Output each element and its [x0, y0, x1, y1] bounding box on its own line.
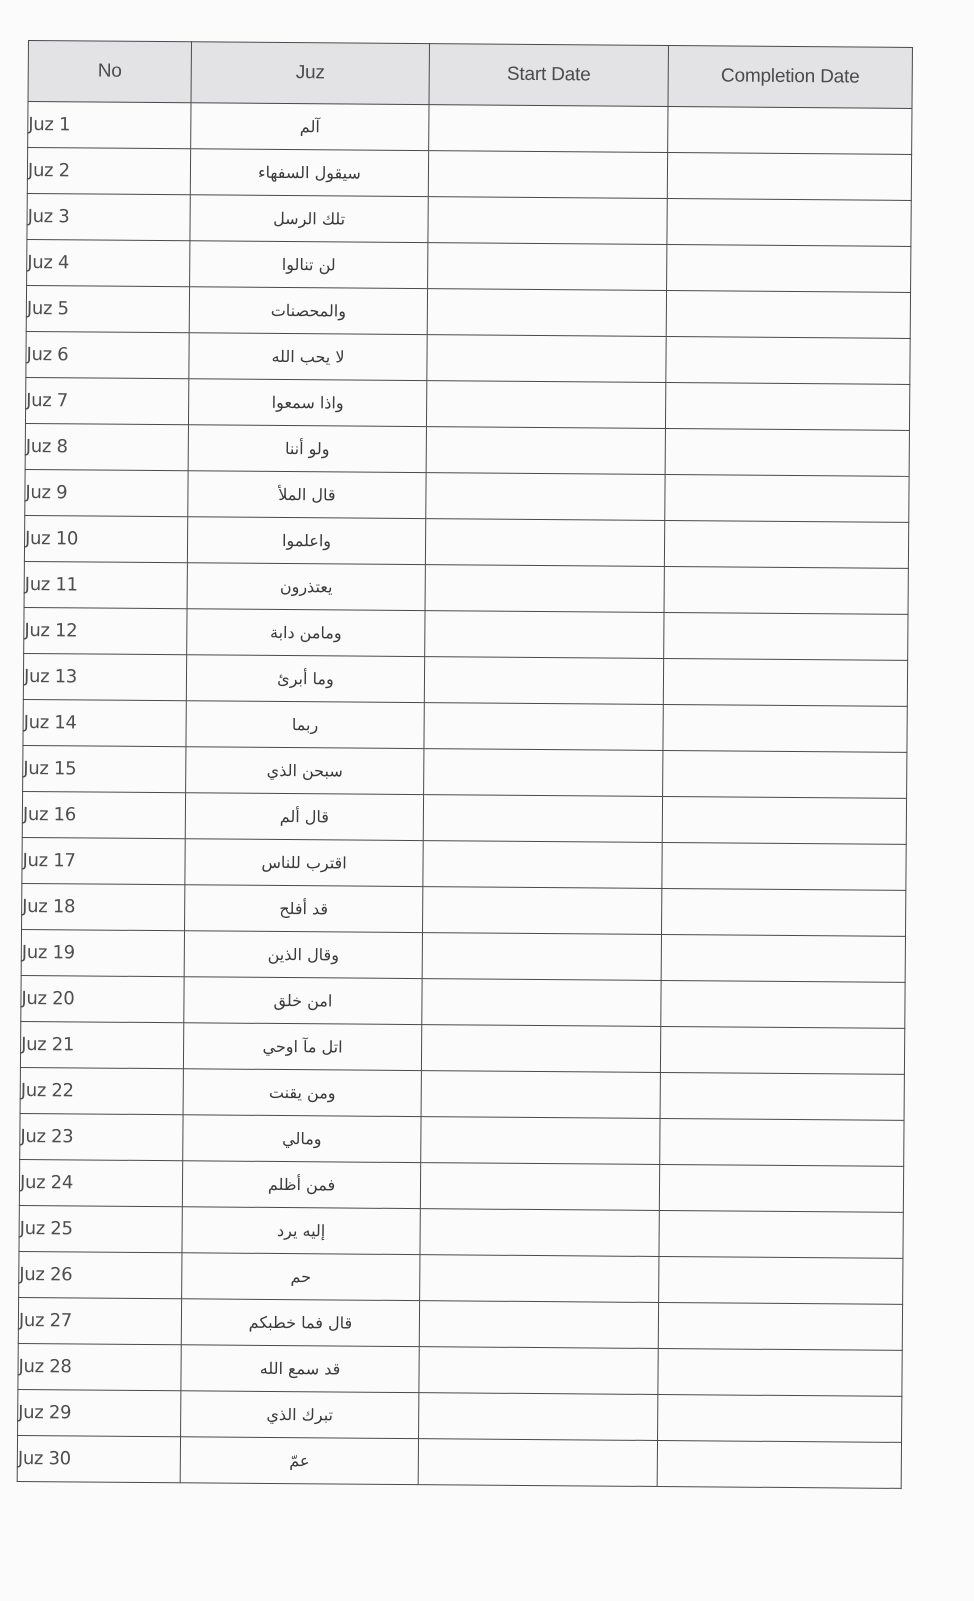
juz-name-cell: تلك الرسل [190, 195, 428, 243]
juz-number-cell: Juz 28 [18, 1343, 181, 1390]
juz-name-cell: لا يحب الله [189, 333, 427, 381]
completion-date-cell[interactable] [663, 659, 907, 707]
juz-name-cell: قد سمع الله [181, 1345, 419, 1393]
juz-name-cell: قال ألم [185, 793, 423, 841]
juz-number-cell: Juz 20 [21, 975, 184, 1022]
table-row [25, 469, 909, 522]
juz-number-cell: Juz 19 [21, 929, 184, 976]
start-date-cell[interactable] [421, 1117, 660, 1165]
table-row [22, 791, 906, 844]
juz-name-cell: تبرك الذي [181, 1391, 419, 1439]
table-row [24, 607, 908, 660]
start-date-cell[interactable] [419, 1393, 658, 1441]
juz-name-cell: ومن يقنت [183, 1069, 421, 1117]
completion-date-cell[interactable] [660, 1027, 904, 1075]
completion-date-cell[interactable] [657, 1440, 901, 1488]
completion-date-cell[interactable] [664, 521, 908, 569]
juz-number-cell: Juz 12 [24, 607, 187, 654]
juz-number-cell: Juz 3 [27, 193, 190, 240]
completion-date-cell[interactable] [663, 705, 907, 753]
completion-date-cell[interactable] [660, 1072, 904, 1120]
start-date-cell[interactable] [425, 611, 664, 659]
juz-tracker-table [17, 40, 913, 1489]
completion-date-cell[interactable] [661, 889, 905, 937]
juz-name-cell: ومامن دابة [187, 609, 425, 657]
table-row [27, 148, 911, 201]
juz-name-cell: والمحصنات [189, 287, 427, 335]
juz-number-cell: Juz 15 [23, 745, 186, 792]
table-row [26, 331, 910, 384]
juz-name-cell: امن خلق [184, 977, 422, 1025]
completion-date-cell[interactable] [664, 613, 908, 661]
juz-name-cell: يعتذرون [187, 563, 425, 611]
juz-number-cell: Juz 26 [19, 1251, 182, 1298]
juz-number-cell: Juz 21 [20, 1021, 183, 1068]
start-date-cell[interactable] [418, 1439, 657, 1487]
completion-date-cell[interactable] [662, 843, 906, 891]
table-row [25, 423, 909, 476]
table-row [25, 377, 909, 430]
completion-date-cell[interactable] [658, 1348, 902, 1396]
header-row [28, 41, 912, 109]
juz-name-cell: قال الملأ [188, 471, 426, 519]
table-row [18, 1297, 902, 1350]
juz-number-cell: Juz 23 [20, 1113, 183, 1160]
start-date-cell[interactable] [423, 841, 662, 889]
juz-number-cell: Juz 16 [22, 791, 185, 838]
juz-number-cell: Juz 18 [22, 883, 185, 930]
table-row [18, 1389, 902, 1442]
juz-name-cell: وما أبرئ [186, 655, 424, 703]
start-date-cell[interactable] [423, 795, 662, 843]
completion-date-cell[interactable] [661, 935, 905, 983]
juz-number-cell: Juz 2 [27, 148, 190, 195]
completion-date-cell[interactable] [659, 1256, 903, 1304]
start-date-cell[interactable] [419, 1347, 658, 1395]
juz-name-cell: قال فما خطبكم [181, 1299, 419, 1347]
juz-name-cell: ربما [186, 701, 424, 749]
completion-date-cell[interactable] [663, 751, 907, 799]
juz-name-cell: سيقول السفهاء [190, 149, 428, 197]
juz-name-cell: قد أفلح [185, 885, 423, 933]
completion-date-cell[interactable] [667, 153, 911, 201]
start-date-cell[interactable] [428, 243, 667, 291]
header-start-date: Start Date [429, 44, 668, 107]
juz-number-cell: Juz 11 [24, 561, 187, 608]
start-date-cell[interactable] [420, 1255, 659, 1303]
table-row [21, 975, 905, 1028]
juz-name-cell: واعلموا [187, 517, 425, 565]
table-row [23, 653, 907, 706]
start-date-cell[interactable] [428, 197, 667, 245]
completion-date-cell[interactable] [659, 1164, 903, 1212]
completion-date-cell[interactable] [664, 567, 908, 615]
juz-number-cell: Juz 5 [26, 285, 189, 332]
juz-name-cell: اقترب للناس [185, 839, 423, 887]
start-date-cell[interactable] [422, 979, 661, 1027]
start-date-cell[interactable] [420, 1209, 659, 1257]
table-row [20, 1021, 904, 1074]
completion-date-cell[interactable] [658, 1394, 902, 1442]
completion-date-cell[interactable] [660, 1118, 904, 1166]
table-row [17, 1435, 901, 1488]
header-completion-date: Completion Date [668, 46, 912, 109]
table-header [28, 41, 912, 109]
juz-name-cell: ومالي [183, 1115, 421, 1163]
start-date-cell[interactable] [420, 1163, 659, 1211]
start-date-cell[interactable] [419, 1301, 658, 1349]
juz-name-cell: سبحن الذي [186, 747, 424, 795]
juz-name-cell: وقال الذين [184, 931, 422, 979]
table-row [20, 1067, 904, 1120]
table-row [26, 285, 910, 338]
start-date-cell[interactable] [421, 1025, 660, 1073]
juz-name-cell: عمّ [180, 1437, 418, 1485]
table-row [28, 102, 912, 155]
completion-date-cell[interactable] [662, 797, 906, 845]
header-juz: Juz [191, 42, 429, 105]
juz-number-cell: Juz 1 [28, 102, 191, 149]
table-row [22, 883, 906, 936]
juz-name-cell: واذا سمعوا [188, 379, 426, 427]
start-date-cell[interactable] [424, 749, 663, 797]
start-date-cell[interactable] [423, 887, 662, 935]
start-date-cell[interactable] [425, 565, 664, 613]
start-date-cell[interactable] [424, 703, 663, 751]
table-row [27, 239, 911, 292]
start-date-cell[interactable] [429, 105, 668, 153]
start-date-cell[interactable] [427, 289, 666, 337]
completion-date-cell[interactable] [667, 245, 911, 293]
table-row [18, 1343, 902, 1396]
juz-name-cell: آلم [191, 103, 429, 151]
juz-name-cell: فمن أظلم [182, 1161, 420, 1209]
juz-name-cell: إليه يرد [182, 1207, 420, 1255]
start-date-cell[interactable] [426, 427, 665, 475]
juz-number-cell: Juz 24 [19, 1159, 182, 1206]
completion-date-cell[interactable] [666, 337, 910, 385]
juz-number-cell: Juz 25 [19, 1205, 182, 1252]
table-row [20, 1113, 904, 1166]
juz-number-cell: Juz 27 [18, 1297, 181, 1344]
start-date-cell[interactable] [421, 1071, 660, 1119]
juz-name-cell: حم [182, 1253, 420, 1301]
juz-number-cell: Juz 17 [22, 837, 185, 884]
juz-number-cell: Juz 30 [17, 1435, 180, 1482]
juz-number-cell: Juz 4 [27, 239, 190, 286]
completion-date-cell[interactable] [667, 199, 911, 247]
completion-date-cell[interactable] [661, 981, 905, 1029]
juz-name-cell: ولو أننا [188, 425, 426, 473]
table-row [24, 561, 908, 614]
juz-number-cell: Juz 8 [25, 423, 188, 470]
start-date-cell[interactable] [427, 335, 666, 383]
completion-date-cell[interactable] [659, 1210, 903, 1258]
completion-date-cell[interactable] [666, 291, 910, 339]
juz-number-cell: Juz 6 [26, 331, 189, 378]
completion-date-cell[interactable] [658, 1302, 902, 1350]
juz-number-cell: Juz 7 [25, 377, 188, 424]
juz-number-cell: Juz 9 [25, 469, 188, 516]
table-row [22, 837, 906, 890]
table-row [19, 1205, 903, 1258]
table-row [19, 1251, 903, 1304]
table-row [21, 929, 905, 982]
start-date-cell[interactable] [425, 519, 664, 567]
table-row [19, 1159, 903, 1212]
completion-date-cell[interactable] [665, 475, 909, 523]
start-date-cell[interactable] [428, 151, 667, 199]
start-date-cell[interactable] [424, 657, 663, 705]
start-date-cell[interactable] [426, 473, 665, 521]
juz-number-cell: Juz 13 [23, 653, 186, 700]
completion-date-cell[interactable] [668, 107, 912, 155]
table-row [23, 745, 907, 798]
juz-number-cell: Juz 22 [20, 1067, 183, 1114]
table-body [17, 102, 912, 1489]
juz-number-cell: Juz 14 [23, 699, 186, 746]
juz-number-cell: Juz 29 [18, 1389, 181, 1436]
juz-name-cell: اتل مآ اوحي [183, 1023, 421, 1071]
completion-date-cell[interactable] [665, 429, 909, 477]
table-row [27, 193, 911, 246]
table-row [24, 515, 908, 568]
juz-name-cell: لن تنالوا [190, 241, 428, 289]
completion-date-cell[interactable] [665, 383, 909, 431]
start-date-cell[interactable] [426, 381, 665, 429]
header-no: No [28, 41, 191, 103]
start-date-cell[interactable] [422, 933, 661, 981]
juz-number-cell: Juz 10 [24, 515, 187, 562]
table-row [23, 699, 907, 752]
